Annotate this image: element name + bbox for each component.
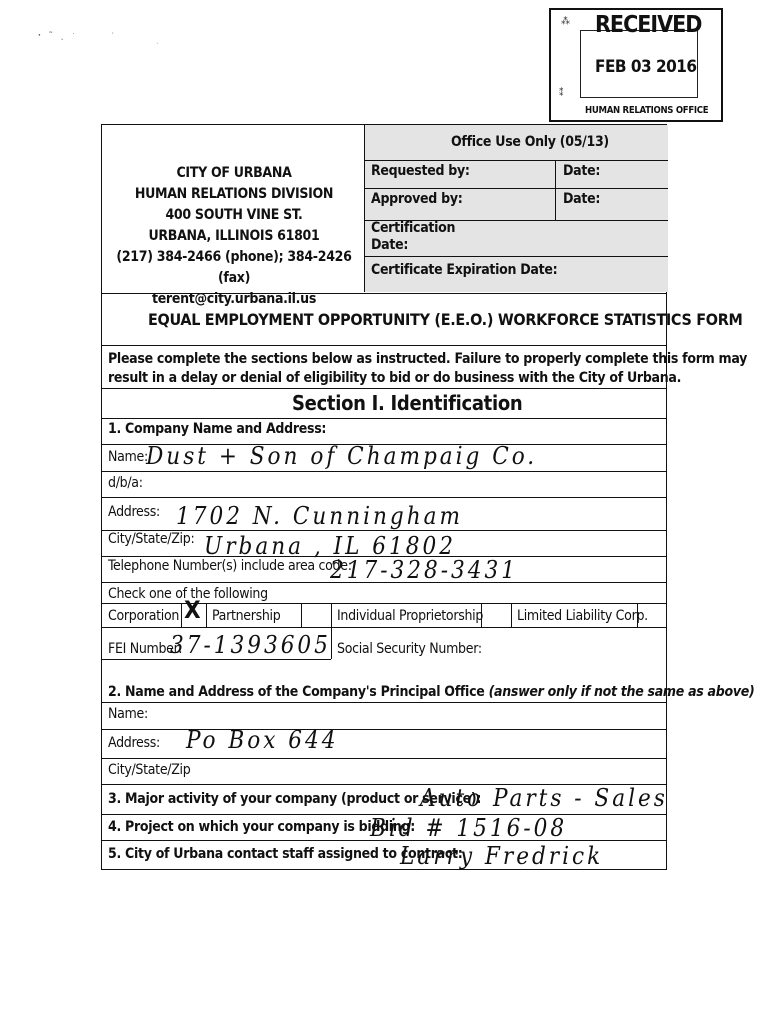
- stamp-noise: ⁑: [559, 88, 564, 99]
- certification-date-label: Date:: [371, 237, 409, 253]
- company-address-field[interactable]: 1702 N. Cunningham: [176, 502, 463, 530]
- telephone-field[interactable]: 217-328-3431: [330, 556, 518, 584]
- q4-label: 4. Project on which your company is bidding:: [108, 819, 415, 835]
- scan-specks: ꞏ ˜ ˎ ˑ: [38, 30, 78, 40]
- divider: [365, 188, 668, 189]
- q2-label: [108, 684, 754, 700]
- divider: [365, 160, 668, 161]
- corporation-checkbox[interactable]: X: [184, 596, 201, 624]
- divider: [102, 582, 666, 583]
- section-title: Section I. Identification: [292, 391, 523, 415]
- individual-proprietorship-label: Individual Proprietorship: [337, 608, 484, 624]
- divider: [181, 603, 182, 627]
- city-state-zip: URBANA, ILLINOIS 61801: [148, 228, 320, 244]
- received-stamp: [549, 8, 723, 122]
- q3-label: 3. Major activity of your company (product or service):: [108, 791, 482, 807]
- approved-by-label: Approved by:: [371, 191, 463, 207]
- stamp-date: FEB 03 2016: [595, 57, 697, 77]
- eeo-form: [101, 294, 755, 870]
- q2-label-text: 2. Name and Address of the Company's Principal Office: [108, 684, 485, 700]
- divider: [102, 758, 666, 759]
- city-name: CITY OF URBANA: [176, 165, 292, 181]
- partnership-label: Partnership: [212, 608, 281, 624]
- q1-label: 1. Company Name and Address:: [108, 421, 327, 437]
- phone-fax: (217) 384-2466 (phone); 384-2426 (fax): [116, 249, 352, 286]
- llc-label: Limited Liability Corp.: [517, 608, 648, 624]
- divider: [365, 256, 668, 257]
- divider: [511, 603, 512, 627]
- divider: [301, 603, 302, 627]
- city-address: [102, 163, 366, 310]
- city-state-zip-label: City/State/Zip:: [108, 531, 195, 547]
- divider: [102, 388, 666, 389]
- principal-name-label: Name:: [108, 706, 148, 722]
- divider: [206, 603, 207, 627]
- city-state-zip-field[interactable]: Urbana , IL 61802: [204, 532, 456, 560]
- fei-field[interactable]: 37-1393605: [170, 631, 331, 659]
- company-address-label: Address:: [108, 504, 160, 520]
- instructions-line2: result in a delay or denial of eligibility to bid or do business with the City of Urbana.: [108, 370, 682, 386]
- instructions-line1: Please complete the sections below as instructed. Failure to properly complete this form may: [108, 351, 748, 367]
- major-activity-field[interactable]: Auto Parts - Sales: [420, 784, 668, 812]
- corporation-label: Corporation: [108, 608, 180, 624]
- q2-note: (answer only if not the same as above): [488, 684, 755, 700]
- company-name-field[interactable]: Dust + Son of Champaig Co.: [146, 442, 538, 470]
- principal-csz-label: City/State/Zip: [108, 762, 191, 778]
- requested-by-label: Requested by:: [371, 163, 470, 179]
- divider: [102, 418, 666, 419]
- certification-label: Certification: [371, 220, 456, 236]
- requested-date-label: Date:: [563, 163, 601, 179]
- project-bidding-field[interactable]: Bid # 1516-08: [370, 814, 568, 842]
- email-link[interactable]: terent@city.urbana.il.us: [151, 291, 317, 307]
- office-use-box: [364, 125, 668, 292]
- stamp-noise: ⁂: [561, 16, 570, 27]
- office-use-title: Office Use Only (05/13): [451, 134, 609, 150]
- check-one-label: Check one of the following: [108, 586, 268, 602]
- divider: [102, 345, 666, 346]
- street-address: 400 SOUTH VINE ST.: [165, 207, 303, 223]
- stamp-office: HUMAN RELATIONS OFFICE: [585, 105, 709, 116]
- ssn-label: Social Security Number:: [337, 641, 482, 657]
- q5-label: 5. City of Urbana contact staff assigned to contract:: [108, 846, 463, 862]
- divider: [331, 603, 332, 659]
- principal-address-label: Address:: [108, 735, 160, 751]
- form-title: EQUAL EMPLOYMENT OPPORTUNITY (E.E.O.) WORKFORCE STATISTICS FORM: [148, 310, 743, 329]
- divider: [102, 659, 331, 660]
- divider: [481, 603, 482, 627]
- divider: [102, 702, 666, 703]
- fei-label: FEI Number:: [108, 641, 183, 657]
- telephone-label: Telephone Number(s) include area code:: [108, 558, 352, 574]
- approved-date-label: Date:: [563, 191, 601, 207]
- principal-address-field[interactable]: Po Box 644: [186, 726, 339, 754]
- divider: [102, 471, 666, 472]
- divider: [102, 840, 666, 841]
- contact-staff-field[interactable]: Larry Fredrick: [400, 842, 604, 870]
- dba-label: d/b/a:: [108, 475, 143, 491]
- header-block: [101, 124, 667, 307]
- divider: [102, 497, 666, 498]
- divider: [102, 627, 666, 628]
- division-name: HUMAN RELATIONS DIVISION: [134, 186, 334, 202]
- scan-speck: ˈ: [156, 43, 159, 50]
- scan-speck: ʼ: [112, 33, 114, 40]
- company-name-label: Name:: [108, 449, 148, 465]
- stamp-title: RECEIVED: [595, 12, 702, 38]
- expiration-date-label: Certificate Expiration Date:: [371, 262, 558, 278]
- divider: [637, 603, 638, 627]
- divider: [555, 160, 556, 220]
